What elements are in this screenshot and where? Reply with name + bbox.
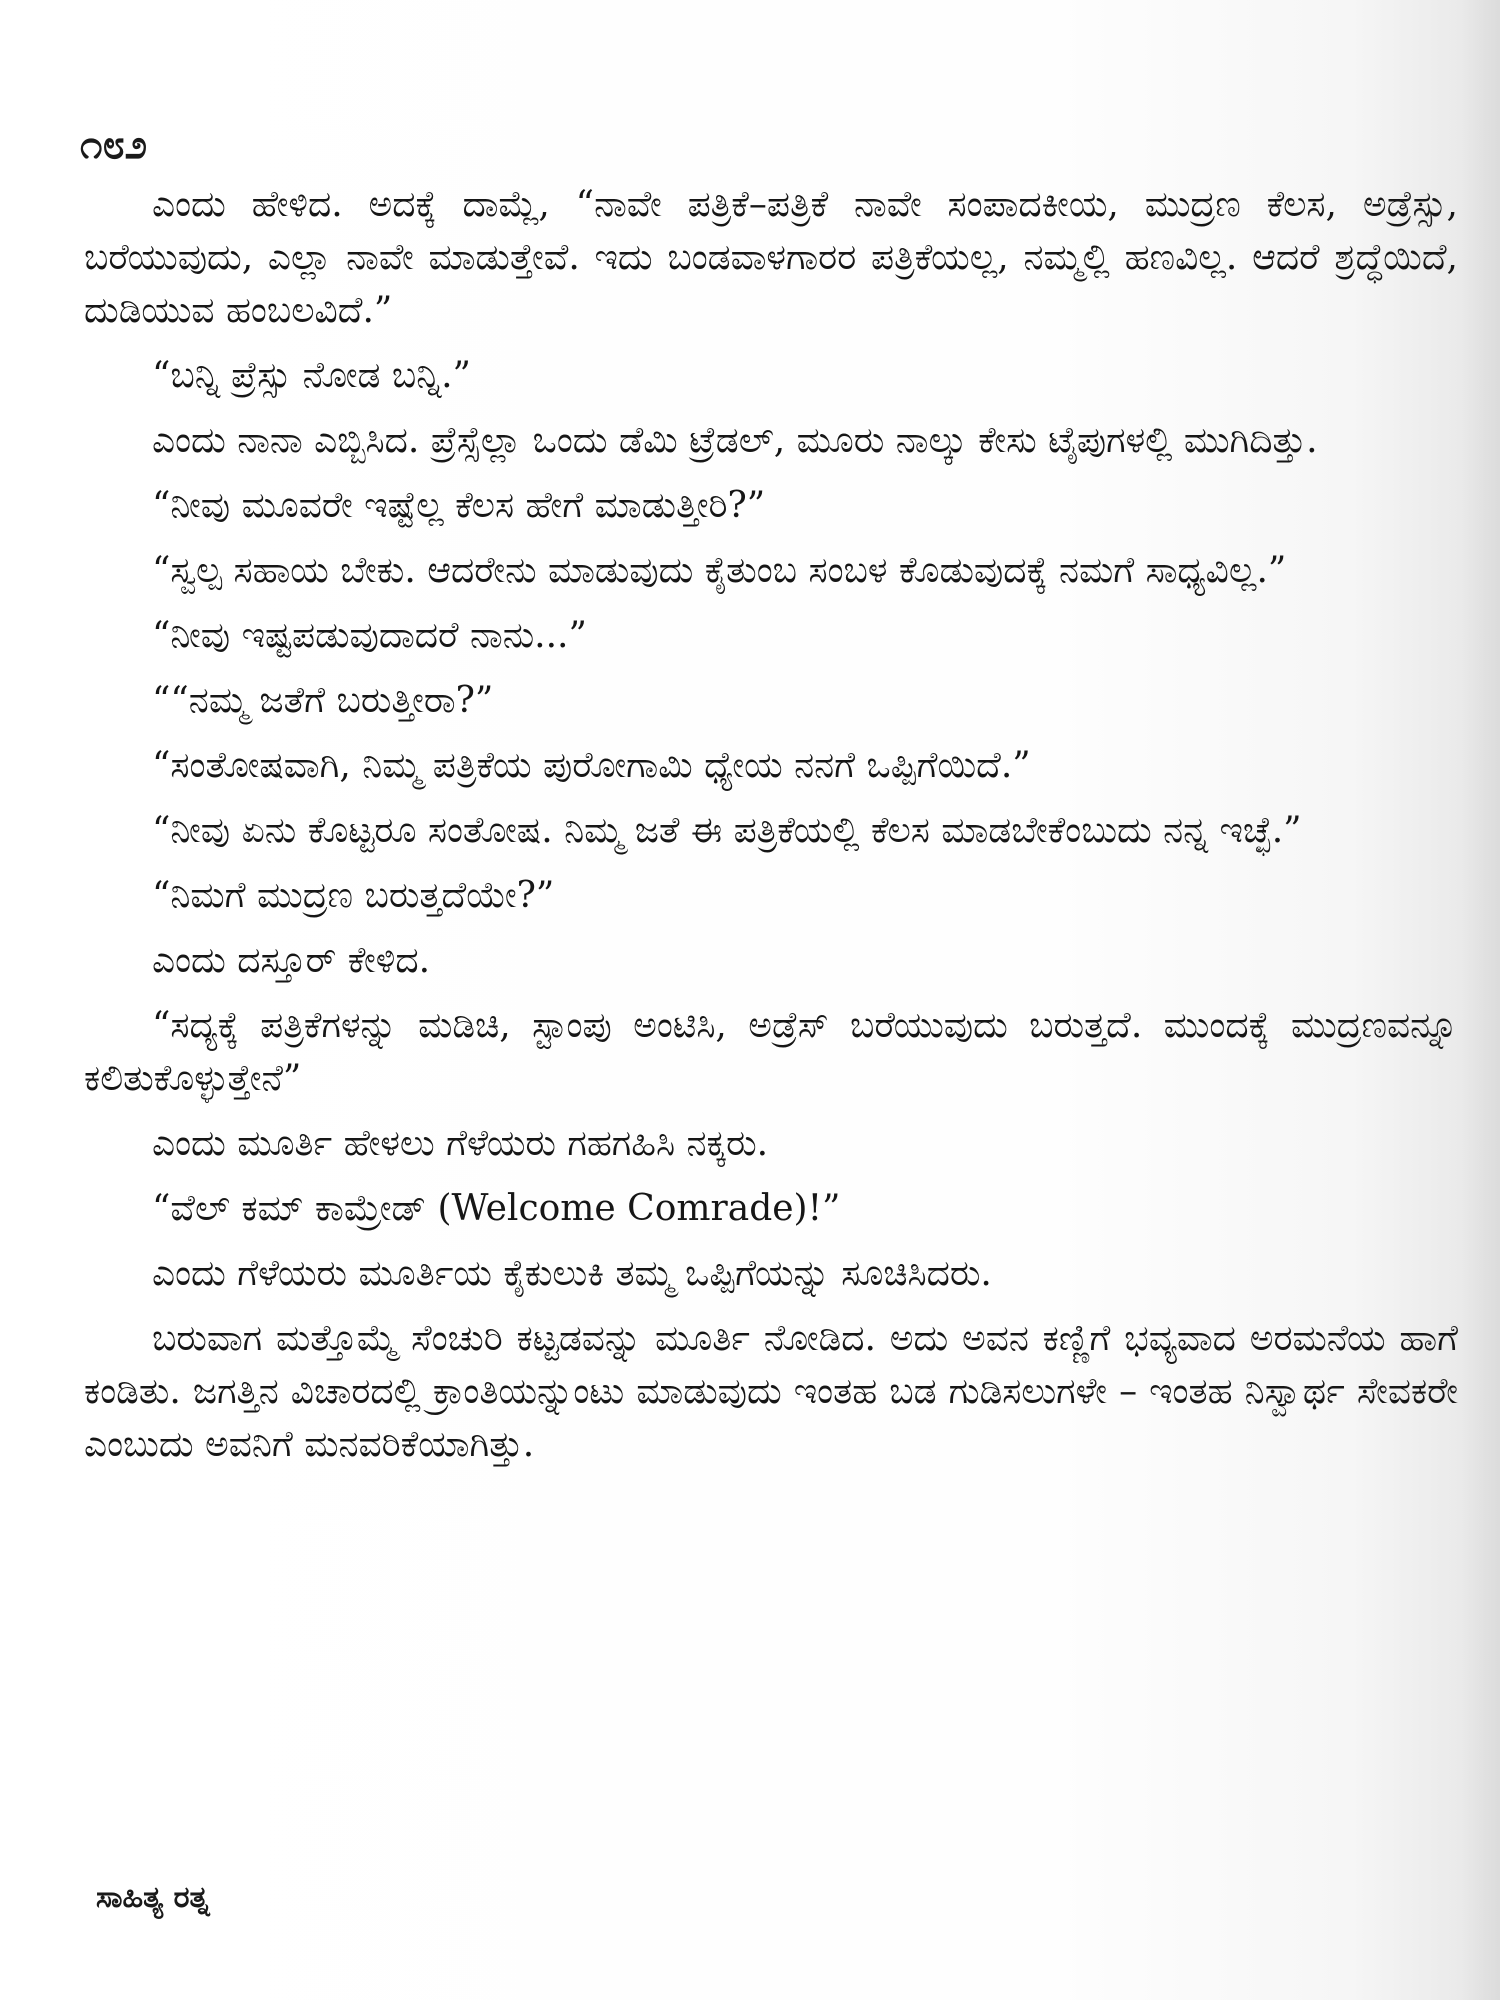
page-number: ೧೮೨ — [80, 122, 148, 168]
paragraph-4: “ನೀವು ಮೂವರೇ ಇಷ್ಟೆಲ್ಲ ಕೆಲಸ ಹೇಗೆ ಮಾಡುತ್ತೀರಿ?” — [152, 485, 766, 526]
paragraph-7: ““ನಮ್ಮ ಜತೆಗೆ ಬರುತ್ತೀರಾ?” — [152, 680, 494, 721]
paragraph-8: “ಸಂತೋಷವಾಗಿ, ನಿಮ್ಮ ಪತ್ರಿಕೆಯ ಪುರೋಗಾಮಿ ಧ್ಯೇಯ ನನಗೆ ಒಪ್ಪಿಗೆಯಿದೆ.” — [152, 745, 1031, 786]
paragraph-16: ಬರುವಾಗ ಮತ್ತೊಮ್ಮೆ ಸೆಂಚುರಿ ಕಟ್ಟಡವನ್ನು ಮೂರ್ತಿ ನೋಡಿದ. ಅದು ಅವನ ಕಣ್ಣಿಗೆ ಭವ್ಯವಾದ ಅರಮನೆಯ ಹಾಗೆ ಕಂಡಿತು. ಜಗತ್ತಿನ ವಿಚಾರದಲ್ಲಿ ಕ್ರಾಂತಿಯನ್ನುಂಟು ಮಾಡುವುದು ಇಂತಹ ಬಡ ಗುಡಿಸಲುಗಳೇ – ಇಂತಹ ನಿಸ್ವಾರ್ಥ ಸೇವಕರೇ ಎಂಬುದು ಅವನಿಗೆ ಮನವರಿಕೆಯಾಗಿತ್ತು. — [84, 1318, 1458, 1465]
paragraph-5: “ಸ್ವಲ್ಪ ಸಹಾಯ ಬೇಕು. ಆದರೇನು ಮಾಡುವುದು ಕೈತುಂಬ ಸಂಬಳ ಕೊಡುವುದಕ್ಕೆ ನಮಗೆ ಸಾಧ್ಯವಿಲ್ಲ.” — [152, 550, 1287, 591]
paragraph-2: “ಬನ್ನಿ ಪ್ರೆಸ್ಸು ನೋಡ ಬನ್ನಿ.” — [152, 355, 471, 396]
paragraph-3: ಎಂದು ನಾನಾ ಎಬ್ಬಿಸಿದ. ಪ್ರೆಸ್ಸೆಲ್ಲಾ ಒಂದು ಡೆಮಿ ಟ್ರೆಡಲ್, ಮೂರು ನಾಲ್ಕು ಕೇಸು ಟೈಪುಗಳಲ್ಲಿ ಮುಗಿದಿತ್ತು. — [152, 420, 1318, 461]
body-text — [84, 178, 1458, 1483]
paragraph-6: “ನೀವು ಇಷ್ಟಪಡುವುದಾದರೆ ನಾನು...” — [152, 615, 587, 656]
paragraph-11: ಎಂದು ದಸ್ತೂರ್ ಕೇಳಿದ. — [152, 940, 431, 981]
paragraph-14: “ವೆಲ್ ಕಮ್ ಕಾಮ್ರೇಡ್ (Welcome Comrade)!” — [152, 1188, 841, 1229]
paragraph-1: ಎಂದು ಹೇಳಿದ. ಅದಕ್ಕೆ ದಾಮ್ಲೆ, “ನಾವೇ ಪತ್ರಿಕೆ–ಪತ್ರಿಕೆ ನಾವೇ ಸಂಪಾದಕೀಯ, ಮುದ್ರಣ ಕೆಲಸ, ಅಡ್ರೆಸ್ಸು, ಬರೆಯುವುದು, ಎಲ್ಲಾ ನಾವೇ ಮಾಡುತ್ತೇವೆ. ಇದು ಬಂಡವಾಳಗಾರರ ಪತ್ರಿಕೆಯಲ್ಲ, ನಮ್ಮಲ್ಲಿ ಹಣವಿಲ್ಲ. ಆದರೆ ಶ್ರದ್ಧೆಯಿದೆ, ದುಡಿಯುವ ಹಂಬಲವಿದೆ.” — [84, 184, 1458, 331]
page-edge-shadow — [1460, 0, 1500, 2000]
paragraph-10: “ನಿಮಗೆ ಮುದ್ರಣ ಬರುತ್ತದೆಯೇ?” — [152, 875, 555, 916]
paragraph-13: ಎಂದು ಮೂರ್ತಿ ಹೇಳಲು ಗೆಳೆಯರು ಗಹಗಹಿಸಿ ನಕ್ಕರು. — [152, 1123, 769, 1164]
paragraph-15: ಎಂದು ಗೆಳೆಯರು ಮೂರ್ತಿಯ ಕೈಕುಲುಕಿ ತಮ್ಮ ಒಪ್ಪಿಗೆಯನ್ನು ಸೂಚಿಸಿದರು. — [152, 1253, 992, 1294]
paragraph-12: “ಸದ್ಯಕ್ಕೆ ಪತ್ರಿಕೆಗಳನ್ನು ಮಡಿಚಿ, ಸ್ಟಾಂಪು ಅಂಟಿಸಿ, ಅಡ್ರೆಸ್ ಬರೆಯುವುದು ಬರುತ್ತದೆ. ಮುಂದಕ್ಕೆ ಮುದ್ರಣವನ್ನೂ ಕಲಿತುಕೊಳ್ಳುತ್ತೇನೆ” — [84, 1005, 1458, 1099]
footer-book-title: ಸಾಹಿತ್ಯ ರತ್ನ — [96, 1880, 210, 1915]
paragraph-9: “ನೀವು ಏನು ಕೊಟ್ಟರೂ ಸಂತೋಷ. ನಿಮ್ಮ ಜತೆ ಈ ಪತ್ರಿಕೆಯಲ್ಲಿ ಕೆಲಸ ಮಾಡಬೇಕೆಂಬುದು ನನ್ನ ಇಚ್ಛೆ.” — [152, 810, 1302, 851]
